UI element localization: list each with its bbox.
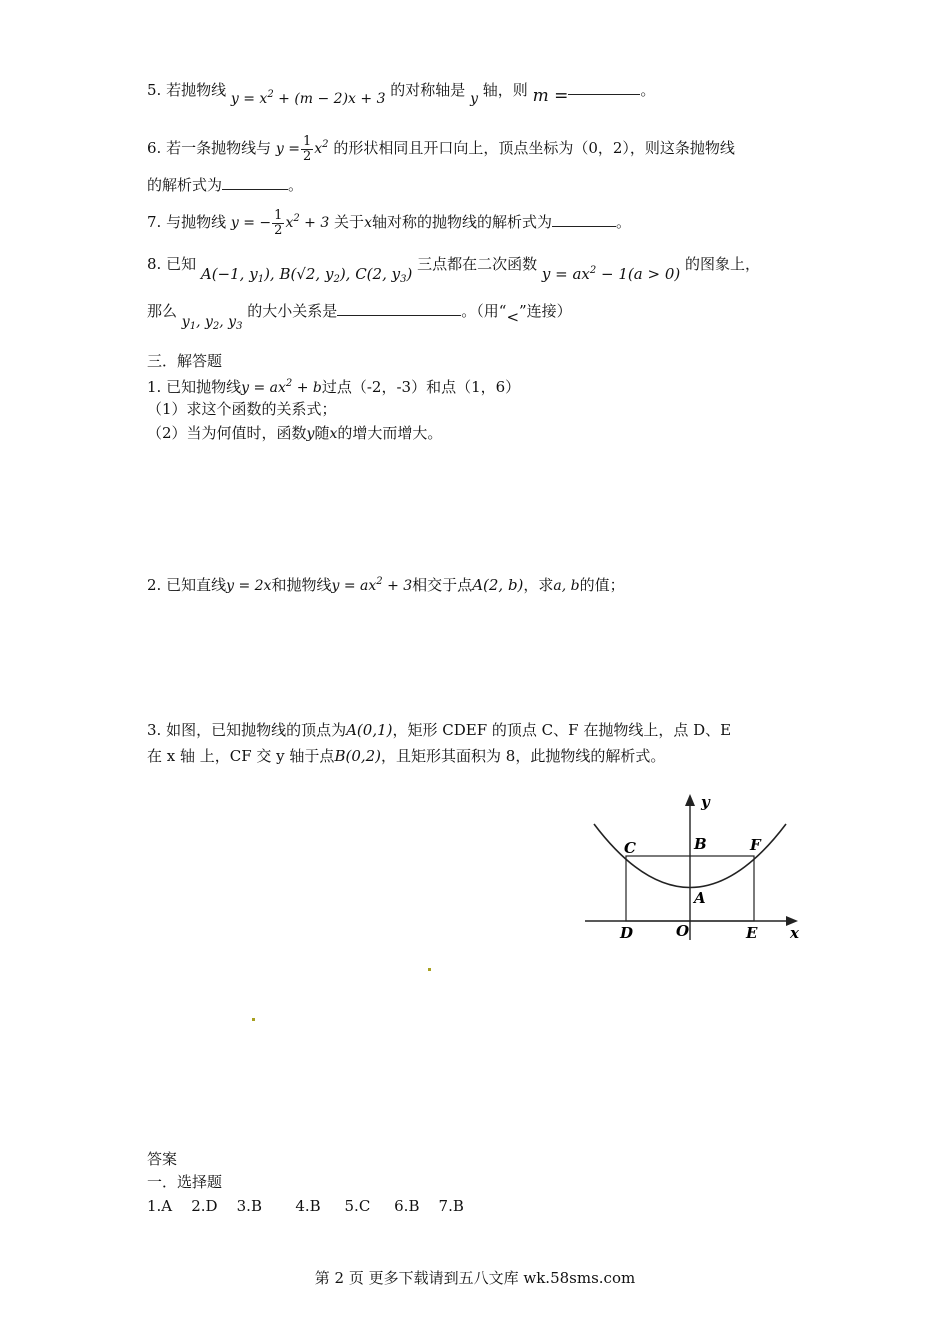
y-axis-arrow [685, 794, 695, 806]
p3-pointB: B(0,2) [334, 747, 382, 765]
q6-l2: 的解析式为 [147, 176, 223, 194]
label-y: y [701, 793, 710, 811]
p3-l2: 在 x 轴 上，CF 交 y 轴于点 [147, 747, 335, 765]
p1-points: 过点（-2，-3）和点（1，6） [321, 378, 521, 396]
q5-formula: $y = x^2 + (m - 2)x + 3$ [230, 89, 386, 107]
q8-join: ”连接） [519, 302, 572, 320]
q5-y: y [470, 91, 478, 107]
q8-blank [337, 301, 461, 316]
q6-blank [222, 175, 288, 190]
q8-points: A(−1, $y_1$), B(√2, $y_2$), C(2, $y_3$) [200, 265, 413, 285]
label-C: C [624, 839, 636, 857]
q6-end: 。 [288, 176, 304, 194]
answers-title: 答案 [147, 1150, 178, 1168]
p2-find: ，求 [523, 576, 554, 594]
p2-meet: 相交于点 [412, 576, 473, 594]
q5-then: 轴，则 [482, 81, 528, 99]
p2-lead: 2. 已知直线 [147, 576, 227, 594]
q8-end1: 的图象上， [685, 255, 761, 273]
section-3-title: 三．解答题 [147, 352, 223, 370]
problem-1 [147, 373, 520, 399]
p3-rest2: ，且矩形其面积为 8，此抛物线的解析式。 [381, 747, 666, 765]
p2-point: A(2, b) [472, 576, 524, 594]
p2-line: y = 2x [226, 578, 272, 594]
question-6-line2 [147, 174, 303, 196]
problem-3-line2 [147, 745, 665, 767]
q5-mid: 的对称轴是 [390, 81, 466, 99]
p2-ab: a, b [553, 578, 580, 594]
q7-rest: 轴对称的抛物线的解析式为 [371, 213, 552, 231]
p2-parabola: $y = ax^2 + 3$ [331, 576, 413, 594]
q7-about: 关于 [334, 213, 365, 231]
parabola-figure [580, 790, 810, 950]
q8-use: 。（用“ [461, 302, 507, 320]
label-O: O [676, 922, 690, 940]
question-8-line2 [147, 300, 572, 332]
q5-blank [568, 80, 640, 95]
q5-lead: 5. 若抛物线 [147, 81, 227, 99]
q7-blank [552, 212, 616, 227]
label-x: x [790, 924, 799, 942]
q8-symbol: < [506, 308, 520, 326]
speck [252, 1018, 255, 1021]
page-footer: 第 2 页 更多下载请到五八文库 wk.58sms.com [314, 1269, 636, 1287]
p2-end: 的值； [579, 576, 625, 594]
p1-p2-lead: （2）当为何值时，函数 [147, 424, 307, 442]
problem-1-part1: （1）求这个函数的关系式； [147, 400, 337, 418]
p1-formula: $y = ax^2 + b$ [241, 378, 322, 396]
q5-end: 。 [640, 81, 656, 99]
p3-lead: 3. 如图，已知抛物线的顶点为 [147, 721, 347, 739]
q7-x: x [364, 215, 372, 231]
q8-mid: 三点都在二次函数 [417, 255, 538, 273]
speck [428, 968, 431, 971]
p3-rest1: ，矩形 CDEF 的顶点 C、F 在抛物线上，点 D、E [392, 721, 732, 739]
p1-y: y [306, 426, 315, 442]
q8-function: $y = ax^2 - 1(a > 0)$ [541, 265, 681, 283]
p2-and: 和抛物线 [271, 576, 332, 594]
question-8 [147, 250, 761, 285]
answers-section: 一．选择题 [147, 1173, 223, 1191]
q7-end: 。 [615, 213, 631, 231]
problem-2 [147, 571, 625, 597]
q6-formula: y = $\frac{1}{2}$ $x^2$ [275, 133, 329, 164]
q8-then: 那么 [147, 302, 178, 320]
q7-formula: y = − $\frac{1}{2}$ $x^2 + 3$ [230, 207, 330, 238]
q6-rest: 的形状相同且开口向上，顶点坐标为（0，2），则这条抛物线 [333, 139, 735, 157]
problem-1-part2 [147, 422, 442, 445]
p1-with: 随 [314, 424, 330, 442]
q7-lead: 7. 与抛物线 [147, 213, 227, 231]
question-6 [147, 134, 735, 164]
label-A: A [694, 889, 706, 907]
answers-list: 1.A 2.D 3.B 4.B 5.C 6.B 7.B [147, 1197, 464, 1215]
p3-vertex: A(0,1) [346, 721, 393, 739]
label-B: B [694, 835, 707, 853]
question-5 [147, 76, 656, 107]
p1-x: x [329, 426, 338, 442]
label-E: E [746, 924, 758, 942]
p1-end: 的增大而增大。 [337, 424, 443, 442]
q8-lead: 8. 已知 [147, 255, 197, 273]
label-D: D [620, 924, 634, 942]
q8-rel: 的大小关系是 [247, 302, 338, 320]
q8-ys: $y_1$, $y_2$, $y_3$ [181, 314, 243, 332]
label-F: F [750, 836, 761, 854]
problem-3 [147, 719, 731, 741]
q6-lead: 6. 若一条抛物线与 [147, 139, 272, 157]
q5-m: m = [532, 86, 569, 106]
question-7 [147, 208, 631, 238]
p1-lead: 1. 已知抛物线 [147, 378, 242, 396]
